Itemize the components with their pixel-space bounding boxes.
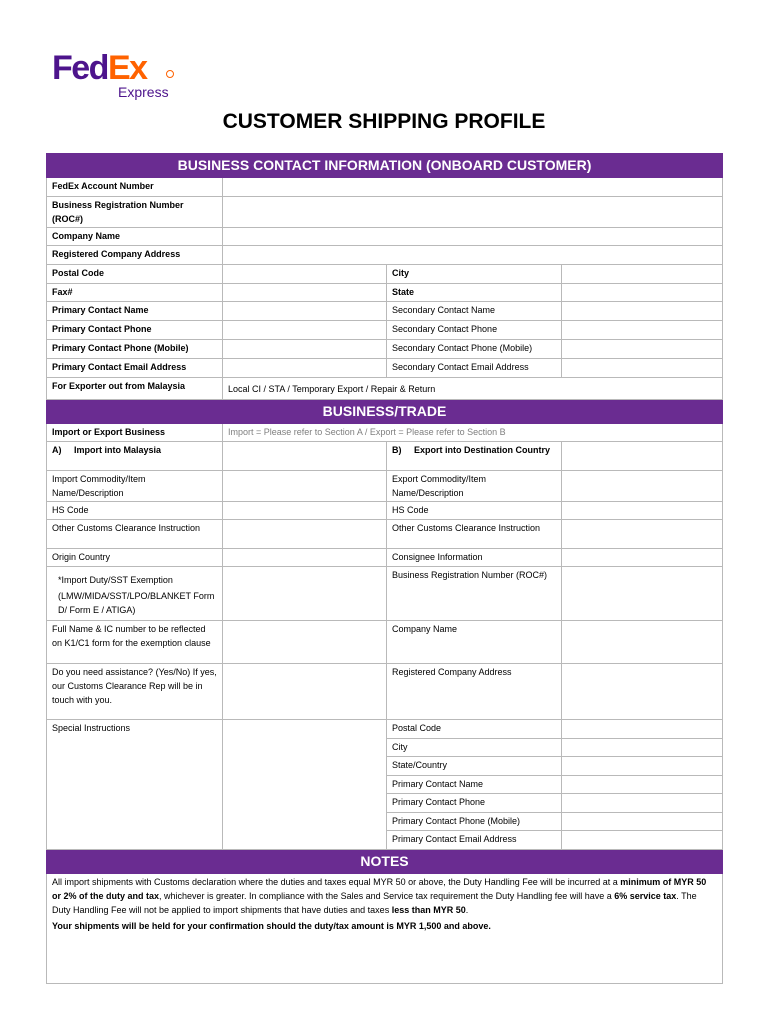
- form-row: [47, 720, 723, 739]
- secondary-name-input[interactable]: [562, 302, 723, 321]
- field-label: Postal Code: [387, 720, 562, 739]
- company-address-export-input[interactable]: [562, 664, 723, 720]
- form-row: [47, 178, 723, 197]
- form-row: [47, 246, 723, 265]
- form-row: [47, 502, 723, 520]
- form-row: [47, 442, 723, 471]
- field-label: [47, 567, 223, 621]
- customs-export-input[interactable]: [562, 520, 723, 549]
- fax-input[interactable]: [223, 284, 387, 302]
- form-row: [47, 664, 723, 720]
- company-address-input[interactable]: [223, 246, 723, 265]
- form-row: [47, 424, 723, 442]
- section-b-input[interactable]: [562, 442, 723, 471]
- export-commodity-input[interactable]: [562, 471, 723, 502]
- city-export-input[interactable]: [562, 739, 723, 757]
- form-row: [47, 340, 723, 359]
- field-label: Import or Export Business: [47, 424, 223, 442]
- state-country-export-input[interactable]: [562, 757, 723, 776]
- field-label: Primary Contact Phone (Mobile): [387, 813, 562, 831]
- special-instructions-input[interactable]: [223, 720, 387, 850]
- notes-body: [47, 874, 723, 984]
- field-label: Company Name: [387, 621, 562, 664]
- field-label: Import Commodity/Item Name/Description: [47, 471, 223, 502]
- form-row: [47, 197, 723, 228]
- field-label: Do you need assistance? (Yes/No) If yes, our Customs Clearance Rep will be in touch with you.: [47, 664, 223, 720]
- field-label: Primary Contact Phone: [387, 794, 562, 813]
- field-label: Primary Contact Email Address: [387, 831, 562, 850]
- section-header-contact: BUSINESS CONTACT INFORMATION (ONBOARD CUSTOMER): [47, 154, 723, 178]
- roc-export-input[interactable]: [562, 567, 723, 621]
- company-name-input[interactable]: [223, 228, 723, 246]
- form-row: [47, 265, 723, 284]
- form-row: [47, 302, 723, 321]
- postal-code-export-input[interactable]: [562, 720, 723, 739]
- hs-code-export-input[interactable]: [562, 502, 723, 520]
- primary-name-export-input[interactable]: [562, 776, 723, 794]
- field-label: For Exporter out from Malaysia: [47, 378, 223, 400]
- primary-phone-input[interactable]: [223, 321, 387, 340]
- origin-country-input[interactable]: [223, 549, 387, 567]
- primary-mobile-export-input[interactable]: [562, 813, 723, 831]
- field-label: Secondary Contact Email Address: [387, 359, 562, 378]
- field-label: Primary Contact Name: [47, 302, 223, 321]
- postal-code-input[interactable]: [223, 265, 387, 284]
- state-input[interactable]: [562, 284, 723, 302]
- primary-email-input[interactable]: [223, 359, 387, 378]
- primary-name-input[interactable]: [223, 302, 387, 321]
- field-label: Business Registration Number (ROC#): [47, 197, 223, 228]
- field-label: Registered Company Address: [47, 246, 223, 265]
- hs-code-import-input[interactable]: [223, 502, 387, 520]
- secondary-mobile-input[interactable]: [562, 340, 723, 359]
- form-row: [47, 471, 723, 502]
- form-row: [47, 321, 723, 340]
- business-type-input[interactable]: Import = Please refer to Section A / Export = Please refer to Section B: [223, 424, 723, 442]
- field-label: State: [387, 284, 562, 302]
- field-label: Postal Code: [47, 265, 223, 284]
- express-label: Express: [118, 84, 169, 100]
- customs-import-input[interactable]: [223, 520, 387, 549]
- form-row: [47, 549, 723, 567]
- duty-exemption-label: *Import Duty/SST Exemption: [58, 575, 173, 585]
- field-label: Origin Country: [47, 549, 223, 567]
- form-row: [47, 228, 723, 246]
- fedex-wordmark: FedEx: [52, 49, 147, 87]
- duty-exemption-input[interactable]: [223, 567, 387, 621]
- form-row: [47, 378, 723, 400]
- field-label: Primary Contact Phone (Mobile): [47, 340, 223, 359]
- field-label: HS Code: [47, 502, 223, 520]
- registered-mark-icon: [166, 70, 174, 78]
- field-label: Primary Contact Name: [387, 776, 562, 794]
- field-label: Registered Company Address: [387, 664, 562, 720]
- duty-exemption-forms: (LMW/MIDA/SST/LPO/BLANKET Form D/ Form E / ATIGA): [58, 591, 215, 615]
- fedex-express-logo: [52, 50, 182, 102]
- notes-paragraph-fee: All import shipments with Customs declaration where the duties and taxes equal MYR 50 or above, the Duty Handling Fee will be incurred at a minimum of MYR 50 or 2% of the duty and tax, whichever is greater. In compliance with the Sales and Service tax requirement the Duty Handling fee will have a 6% service tax. The Duty Handling Fee will not be applied to import shipments that have duties and taxes less than MYR 50.: [52, 877, 707, 915]
- form-row: [47, 359, 723, 378]
- field-label: Special Instructions: [47, 720, 223, 850]
- field-label: City: [387, 739, 562, 757]
- secondary-phone-input[interactable]: [562, 321, 723, 340]
- field-label: City: [387, 265, 562, 284]
- shipping-profile-form: [46, 153, 723, 984]
- notes-paragraph-hold: Your shipments will be held for your confirmation should the duty/tax amount is MYR 1,500 and above.: [52, 921, 491, 931]
- field-label: Secondary Contact Phone: [387, 321, 562, 340]
- account-number-input[interactable]: [223, 178, 723, 197]
- roc-input[interactable]: [223, 197, 723, 228]
- page-title: CUSTOMER SHIPPING PROFILE: [222, 110, 546, 133]
- assistance-input[interactable]: [223, 664, 387, 720]
- notes-row: [47, 874, 723, 984]
- section-b-title: B) Export into Destination Country: [387, 442, 562, 471]
- field-label: Export Commodity/Item Name/Description: [387, 471, 562, 502]
- field-label: Secondary Contact Phone (Mobile): [387, 340, 562, 359]
- field-label: Fax#: [47, 284, 223, 302]
- section-header-trade: BUSINESS/TRADE: [47, 400, 723, 424]
- city-input[interactable]: [562, 265, 723, 284]
- field-label: HS Code: [387, 502, 562, 520]
- field-label: Primary Contact Email Address: [47, 359, 223, 378]
- exporter-type-value[interactable]: Local CI / STA / Temporary Export / Repair & Return: [223, 378, 723, 400]
- form-row: [47, 520, 723, 549]
- primary-mobile-input[interactable]: [223, 340, 387, 359]
- field-label: Secondary Contact Name: [387, 302, 562, 321]
- field-label: Consignee Information: [387, 549, 562, 567]
- import-commodity-input[interactable]: [223, 471, 387, 502]
- secondary-email-input[interactable]: [562, 359, 723, 378]
- field-label: Primary Contact Phone: [47, 321, 223, 340]
- primary-email-export-input[interactable]: [562, 831, 723, 850]
- section-a-input[interactable]: [223, 442, 387, 471]
- form-row: [47, 621, 723, 664]
- field-label: Business Registration Number (ROC#): [387, 567, 562, 621]
- field-label: FedEx Account Number: [47, 178, 223, 197]
- field-label: Company Name: [47, 228, 223, 246]
- consignee-input[interactable]: [562, 549, 723, 567]
- primary-phone-export-input[interactable]: [562, 794, 723, 813]
- full-name-ic-input[interactable]: [223, 621, 387, 664]
- company-name-export-input[interactable]: [562, 621, 723, 664]
- section-header-notes: NOTES: [47, 850, 723, 874]
- field-label: State/Country: [387, 757, 562, 776]
- field-label: Other Customs Clearance Instruction: [387, 520, 562, 549]
- field-label: Other Customs Clearance Instruction: [47, 520, 223, 549]
- field-label: Full Name & IC number to be reflected on K1/C1 form for the exemption clause: [47, 621, 223, 664]
- form-row: [47, 284, 723, 302]
- form-row: [47, 567, 723, 621]
- section-a-title: A) Import into Malaysia: [47, 442, 223, 471]
